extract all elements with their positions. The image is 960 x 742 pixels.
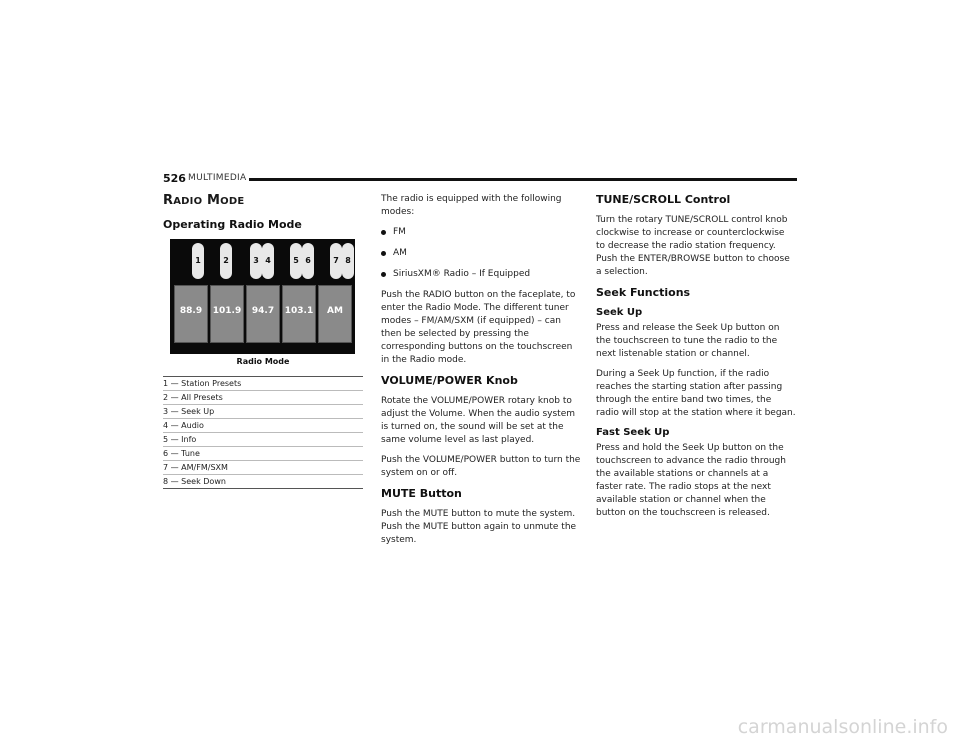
preset-tile: 101.9 (210, 285, 244, 343)
mode-item: AM (381, 247, 581, 260)
legend-item: 3 — Seek Up (163, 405, 363, 419)
preset-tile: 88.9 (174, 285, 208, 343)
legend-item: 5 — Info (163, 433, 363, 447)
preset-tile: AM (318, 285, 352, 343)
callout: 6 (302, 243, 314, 279)
modes-intro: The radio is equipped with the following modes: (381, 194, 562, 217)
header-rule (249, 178, 797, 181)
legend-item: 8 — Seek Down (163, 477, 226, 486)
watermark: carmanualsonline.info (737, 716, 948, 738)
preset-tile: 94.7 (246, 285, 280, 343)
bullet-icon (381, 230, 386, 235)
callout: 3 (250, 243, 262, 279)
callout: 4 (262, 243, 274, 279)
callout: 1 (192, 243, 204, 279)
radio-mode-figure (170, 239, 355, 354)
radio-paragraph: Push the RADIO button on the faceplate, to enter the Radio Mode. The different tuner modes – FM/AM/SXM (if equipped) – can then be selected by pressing the corresponding buttons on the touchscreen in the Radio mode. (381, 290, 576, 365)
page-header (163, 172, 797, 186)
page-number: 526 (163, 172, 186, 185)
callout: 8 (342, 243, 354, 279)
volume-paragraph-2: Push the VOLUME/POWER button to turn the system on or off. (381, 455, 581, 478)
callout: 5 (290, 243, 302, 279)
seek-functions-heading: Seek Functions (596, 286, 691, 299)
fast-seek-paragraph: Press and hold the Seek Up button on the touchscreen to advance the radio through the available stations or channels at a faster rate. The radio stops at the next available station or channel when the button on the touchscreen is released. (596, 443, 786, 518)
operating-radio-mode-heading: Operating Radio Mode (163, 218, 302, 231)
legend-item: 1 — Station Presets (163, 377, 363, 391)
legend-item: 7 — AM/FM/SXM (163, 461, 363, 475)
callout: 7 (330, 243, 342, 279)
bullet-icon (381, 251, 386, 256)
section-title: RADIO MODE (163, 193, 245, 208)
volume-heading: VOLUME/POWER Knob (381, 374, 518, 387)
bullet-icon (381, 272, 386, 277)
volume-paragraph-1: Rotate the VOLUME/POWER rotary knob to adjust the Volume. When the audio system is turned on, the sound will be set at the same volume level as last played. (381, 396, 576, 445)
figure-caption: Radio Mode (236, 357, 290, 366)
seek-up-paragraph-1: Press and release the Seek Up button on the touchscreen to tune the radio to the next listenable station or channel. (596, 323, 780, 359)
legend-item: 4 — Audio (163, 419, 363, 433)
tune-heading: TUNE/SCROLL Control (596, 193, 731, 206)
callout: 2 (220, 243, 232, 279)
fast-seek-up-heading: Fast Seek Up (596, 427, 670, 438)
mute-heading: MUTE Button (381, 487, 462, 500)
figure-legend (163, 376, 363, 489)
column-3 (596, 193, 796, 527)
modes-list (381, 226, 581, 281)
column-2 (381, 193, 581, 554)
preset-tile: 103.1 (282, 285, 316, 343)
legend-item: 6 — Tune (163, 447, 363, 461)
mode-item: FM (381, 226, 581, 239)
seek-up-paragraph-2: During a Seek Up function, if the radio reaches the starting station after passing through the entire band two times, the radio will stop at the station where it began. (596, 369, 796, 418)
mode-item: SiriusXM® Radio – If Equipped (381, 268, 581, 281)
seek-up-heading: Seek Up (596, 307, 643, 318)
column-1 (163, 193, 363, 489)
tune-paragraph: Turn the rotary TUNE/SCROLL control knob clockwise to increase or counterclockwise to decrease the radio station frequency. Push the ENTER/BROWSE button to choose a selection. (596, 215, 790, 277)
legend-item: 2 — All Presets (163, 391, 363, 405)
section-name: MULTIMEDIA (188, 173, 247, 183)
mute-paragraph: Push the MUTE button to mute the system. Push the MUTE button again to unmute the system. (381, 509, 577, 545)
